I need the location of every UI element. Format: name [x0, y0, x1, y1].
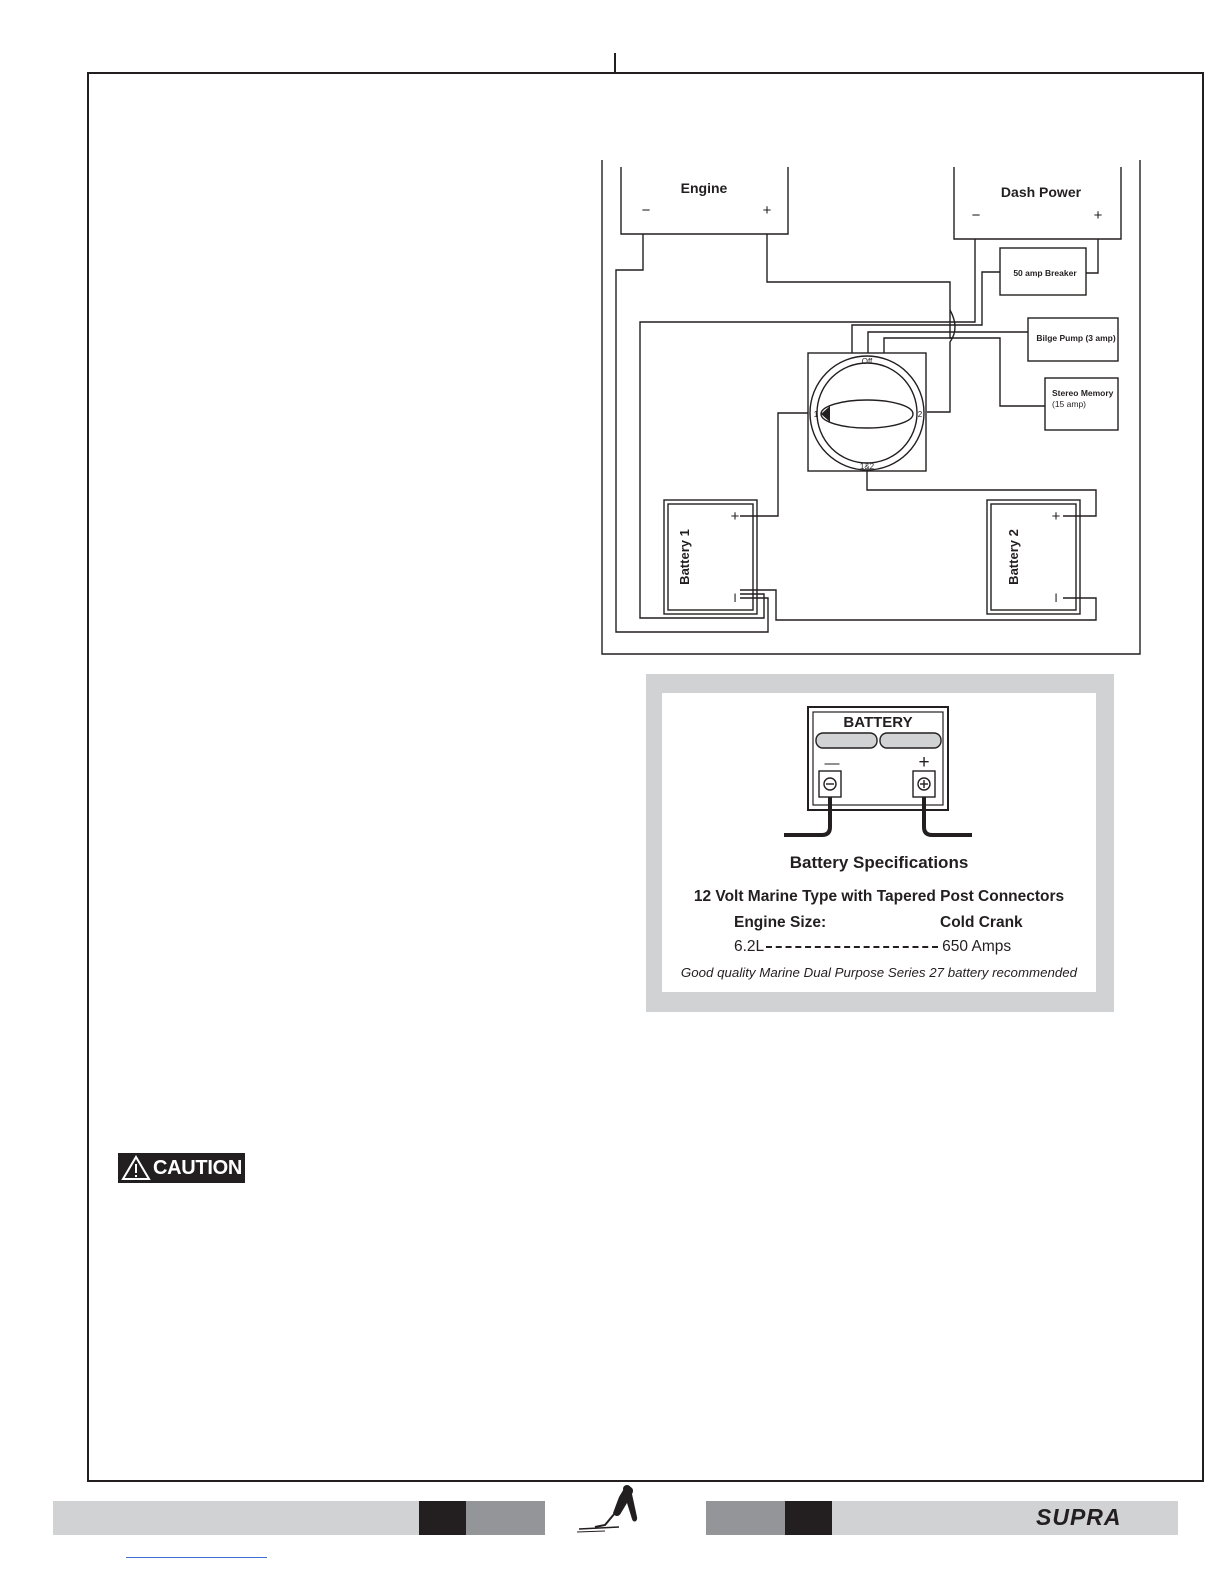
battery2-label: Battery 2 — [1006, 529, 1021, 585]
switch-both-label: 1&2 — [859, 462, 875, 471]
switch-off-label: Off — [861, 357, 873, 366]
cold-crank-value: 650 Amps — [942, 938, 1012, 955]
battery2-minus: I — [1054, 591, 1058, 605]
battery-recommendation-note: Good quality Marine Dual Purpose Series 27 battery recommended — [680, 965, 1078, 980]
battery1-minus: I — [733, 591, 737, 605]
engine-label: Engine — [680, 180, 728, 196]
switch-1-label: 1 — [813, 410, 819, 419]
top-tick-mark — [614, 53, 616, 73]
dashed-leader — [766, 946, 938, 948]
stereo-memory-label-line1: Stereo Memory — [1052, 388, 1114, 398]
switch-2-label: 2 — [917, 410, 923, 419]
battery-type: 12 Volt Marine Type with Tapered Post Connectors — [693, 888, 1065, 905]
footer-block-dark-left — [419, 1501, 466, 1535]
stereo-memory-label-line2: (15 amp) — [1052, 399, 1087, 409]
battery-specifications-card — [662, 693, 1096, 992]
battery-switch-dial-inner — [817, 363, 917, 463]
engine-size-header: Engine Size: — [734, 914, 827, 931]
battery1-label: Battery 1 — [677, 529, 692, 585]
battery-cell-left — [816, 733, 877, 748]
battery-graphic-minus: — — [824, 755, 840, 772]
battery-specifications-title: Battery Specifications — [789, 853, 969, 872]
battery2-inner — [991, 504, 1076, 610]
footer-link-underline[interactable] — [126, 1557, 267, 1558]
dash-power-box — [954, 167, 1121, 239]
battery-specifications-panel — [646, 674, 1114, 1012]
warning-triangle-icon — [121, 1154, 151, 1182]
caution-label — [118, 1153, 245, 1183]
engine-plus: + — [762, 202, 772, 219]
cold-crank-header: Cold Crank — [940, 914, 1023, 931]
footer-block-gray-left — [466, 1501, 545, 1535]
engine-size-value: 6.2L — [734, 938, 765, 955]
wire-stereo-feed — [884, 338, 1045, 406]
battery1-plus: + — [730, 508, 740, 525]
spec-row — [734, 938, 1011, 956]
footer-block-dark-right — [785, 1501, 832, 1535]
wire-battery-negative-link — [740, 590, 1096, 620]
battery-cell-right — [880, 733, 941, 748]
battery-graphic-plus: + — [918, 752, 930, 773]
dash-power-label: Dash Power — [1000, 184, 1082, 200]
battery-switch-handle — [821, 400, 913, 428]
battery2-plus: + — [1051, 508, 1061, 525]
breaker-label: 50 amp Breaker — [1013, 268, 1077, 278]
wakeboarder-logo-icon — [575, 1483, 655, 1535]
wire-dash-positive — [1086, 239, 1098, 273]
dash-plus: + — [1093, 207, 1103, 224]
engine-minus: − — [641, 202, 651, 219]
wire-bilge-feed — [868, 332, 1028, 353]
wire-breaker-feed — [852, 272, 1000, 353]
footer-block-gray-right — [706, 1501, 785, 1535]
engine-box — [621, 167, 788, 234]
battery2-outer — [987, 500, 1080, 614]
wire-engine-negative — [616, 234, 768, 632]
bilge-pump-label: Bilge Pump (3 amp) — [1036, 333, 1116, 343]
supra-brand-logo: SUPRA — [1036, 1504, 1122, 1530]
battery-switch-wiring-diagram — [600, 160, 1142, 658]
battery-illustration — [782, 705, 978, 839]
wire-switch-both-battery2 — [867, 471, 1096, 516]
battery-graphic-label: BATTERY — [843, 714, 913, 731]
dash-minus: − — [971, 207, 981, 224]
caution-text: CAUTION — [153, 1156, 243, 1179]
